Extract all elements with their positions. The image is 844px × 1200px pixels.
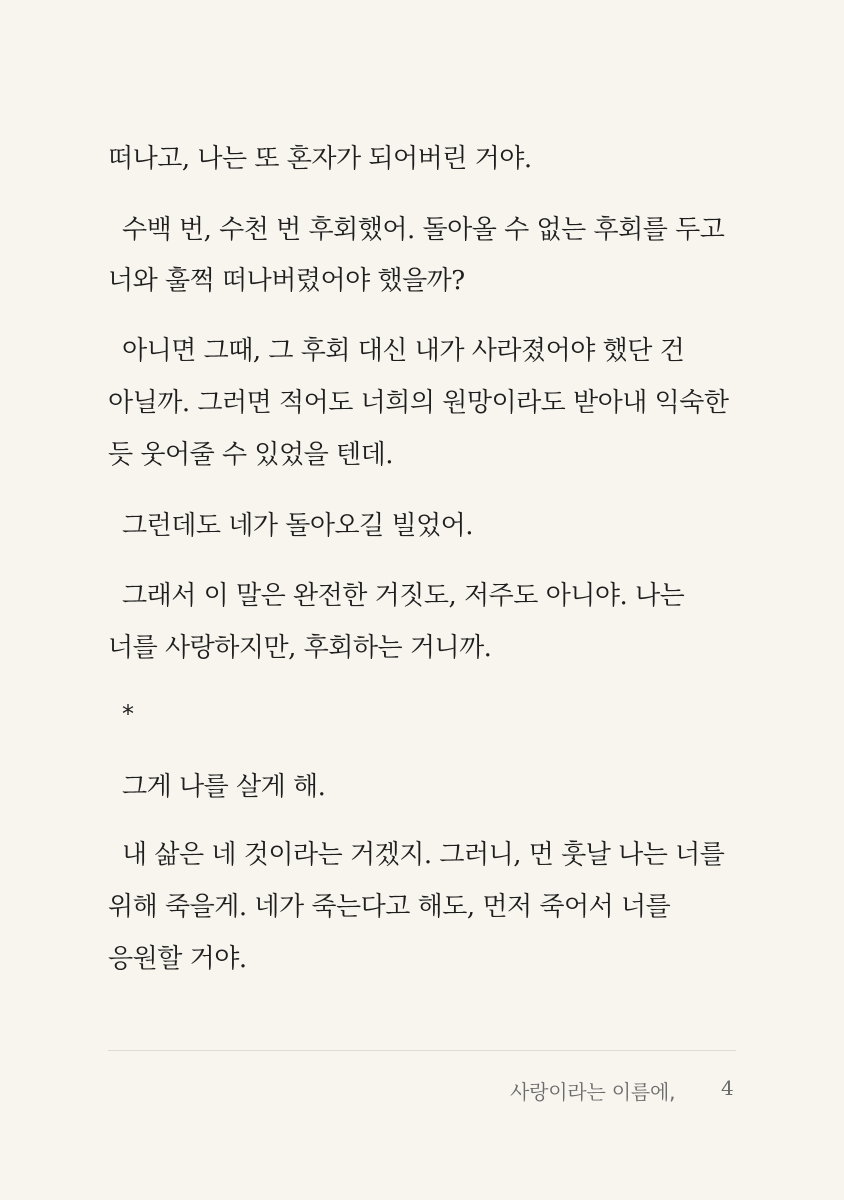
text-line: 떠나고, 나는 또 혼자가 되어버린 거야. — [108, 144, 532, 174]
text-line: 그런데도 네가 돌아오길 빌었어. — [122, 511, 474, 541]
section-break-asterisk: * — [122, 700, 134, 728]
text-line: 듯 웃어줄 수 있었을 텐데. — [108, 440, 393, 470]
text-line: 너를 사랑하지만, 후회하는 거니까. — [108, 633, 492, 663]
text-line: 아닐까. 그러면 적어도 너희의 원망이라도 받아내 익숙한 — [108, 388, 729, 418]
text-line: 수백 번, 수천 번 후회했어. 돌아올 수 없는 후회를 두고 — [122, 215, 725, 245]
text-line: 아니면 그때, 그 후회 대신 내가 사라졌어야 했단 건 — [122, 336, 685, 366]
text-line: 그래서 이 말은 완전한 거짓도, 저주도 아니야. 나는 — [122, 581, 685, 611]
text-line: 내 삶은 네 것이라는 거겠지. 그러니, 먼 훗날 나는 너를 — [122, 840, 725, 870]
text-line: 응원할 거야. — [108, 944, 247, 974]
text-line: 위해 죽을게. 네가 죽는다고 해도, 먼저 죽어서 너를 — [108, 892, 671, 922]
page-number: 4 — [721, 1076, 734, 1100]
footer-divider — [108, 1050, 736, 1051]
book-title: 사랑이라는 이름에, — [510, 1080, 676, 1104]
text-line: 그게 나를 살게 해. — [122, 772, 326, 802]
text-line: 너와 훌쩍 떠나버렸어야 했을까? — [108, 266, 465, 296]
